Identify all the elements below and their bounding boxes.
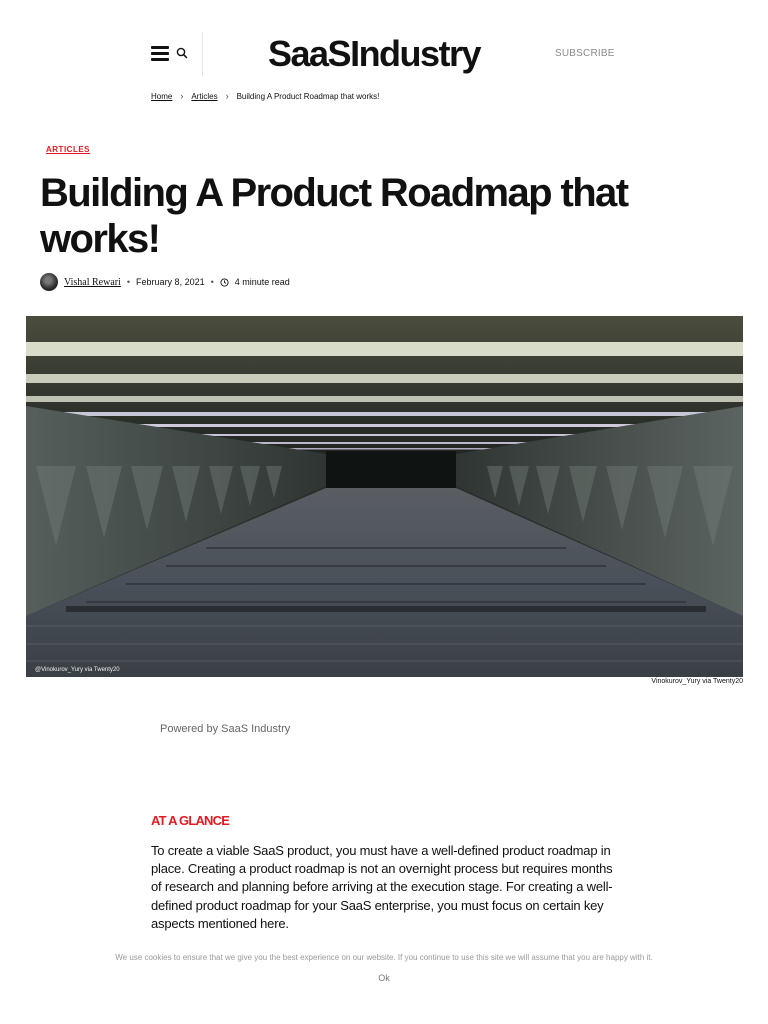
image-caption: Vinokurov_Yury via Twenty20 bbox=[651, 678, 743, 685]
article-meta bbox=[40, 273, 290, 291]
breadcrumb bbox=[151, 91, 379, 101]
cookie-notice-text: We use cookies to ensure that we give you the best experience on our website. If you continue to use this site we will assume that you are happy with it. bbox=[115, 953, 653, 962]
breadcrumb-articles[interactable]: Articles bbox=[191, 91, 218, 101]
author-avatar[interactable] bbox=[40, 273, 58, 291]
site-header bbox=[0, 0, 768, 84]
at-a-glance-heading: AT A GLANCE bbox=[151, 813, 230, 828]
subscribe-link[interactable]: SUBSCRIBE bbox=[555, 48, 615, 59]
meta-separator: • bbox=[126, 277, 131, 287]
category-tag[interactable]: ARTICLES bbox=[46, 145, 90, 154]
at-a-glance-body: To create a viable SaaS product, you must have a well-defined product roadmap in place. Creating a product roadmap is not an overnight process but requires months of research and planning before arriving at the execution stage. For creating a well-defined product roadmap for your SaaS enterprise, you must focus on certain key aspects mentioned here. bbox=[151, 843, 613, 931]
cookie-ok-button[interactable]: Ok bbox=[378, 973, 390, 983]
breadcrumb-current: Building A Product Roadmap that works! bbox=[236, 91, 380, 101]
hero-tunnel-illustration bbox=[26, 316, 743, 677]
publish-date: February 8, 2021 bbox=[136, 277, 205, 287]
meta-separator: • bbox=[210, 277, 214, 287]
clock-icon bbox=[220, 278, 229, 287]
header-divider bbox=[202, 32, 203, 76]
site-logo[interactable]: SaaSIndustry bbox=[268, 33, 481, 74]
hamburger-menu-icon[interactable] bbox=[151, 46, 169, 60]
hero-photo-credit: @Vinokurov_Yury via Twenty20 bbox=[35, 667, 120, 673]
hero-image bbox=[26, 316, 743, 677]
chevron-right-icon: › bbox=[180, 91, 184, 101]
read-time: 4 minute read bbox=[234, 277, 290, 287]
cookie-consent-bar bbox=[0, 940, 768, 1024]
chevron-right-icon: › bbox=[225, 91, 229, 101]
search-icon[interactable] bbox=[176, 47, 188, 59]
breadcrumb-home[interactable]: Home bbox=[151, 91, 173, 101]
author-name[interactable]: Vishal Rewari bbox=[64, 276, 121, 288]
article-title: Building A Product Roadmap that works! bbox=[40, 171, 628, 261]
powered-by-text: Powered by SaaS Industry bbox=[160, 723, 291, 735]
